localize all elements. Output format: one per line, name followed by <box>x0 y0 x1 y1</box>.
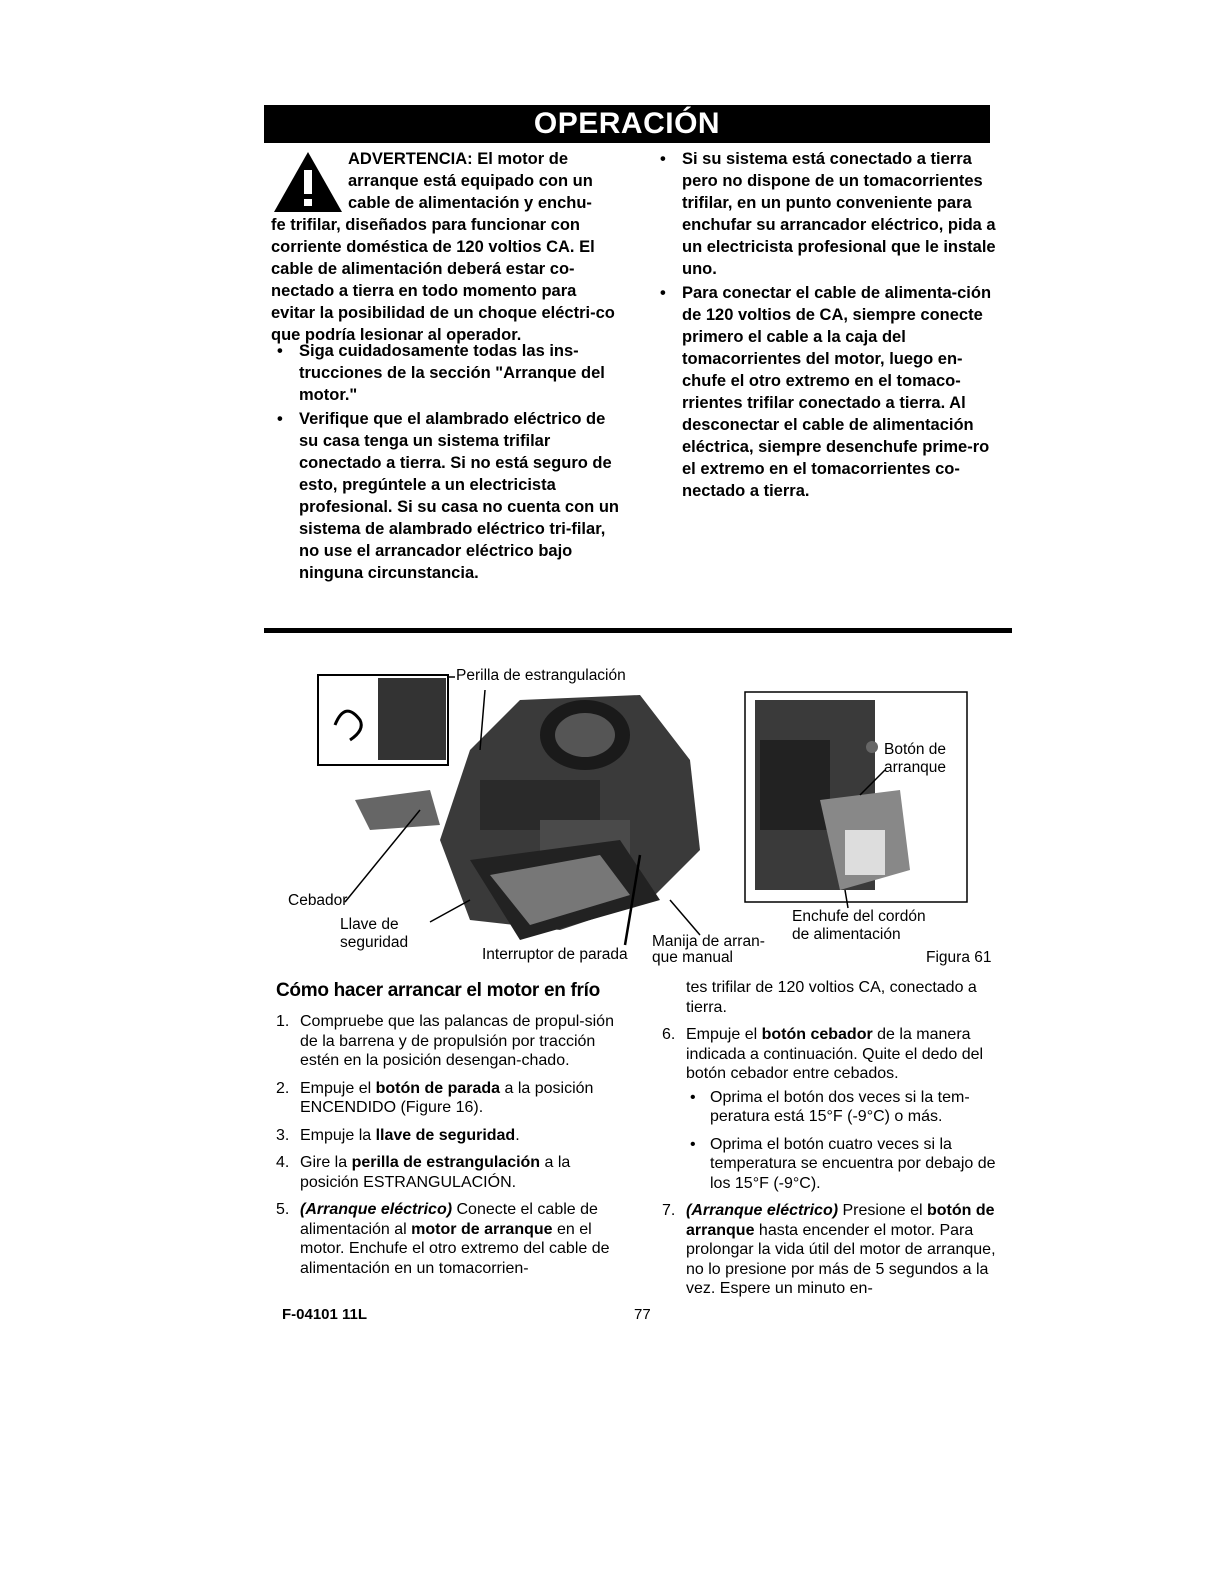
step-continuation: tes trifilar de 120 voltios CA, conectado a tierra. <box>686 979 977 1016</box>
start-button-label-2: arranque <box>884 759 947 776</box>
step-item <box>276 1126 626 1146</box>
step-text: a la posición ESTRANGULACIÓN. <box>300 1154 571 1191</box>
step-text: Presione el <box>838 1202 927 1219</box>
section-title: Cómo hacer arrancar el motor en frío <box>276 980 600 1001</box>
step-text: Gire la <box>300 1154 352 1171</box>
step-text: hasta encender el motor. Para prolongar la vida útil del motor de arranque, no lo presione por más de 5 segundos a la vez. Espere un minuto en- <box>686 1221 996 1297</box>
start-button-label-1: Botón de <box>884 741 947 758</box>
power-cord-label-1: Enchufe del cordón <box>792 908 926 925</box>
warning-text-intro: ADVERTENCIA: El motor de arranque está equipado con un cable de alimentación y enchu- <box>348 150 593 212</box>
steps-list-left <box>276 1012 626 1286</box>
step-emphasis: botón de parada <box>375 1079 501 1097</box>
step-text: Empuje el <box>686 1026 762 1043</box>
list-item: • Para conectar el cable de alimenta-ción de 120 voltios de CA, siempre conecte primero el cable a la caja del tomacorrientes del motor, luego en-chufe el otro extremo en el tomaco-rrientes trifilar conectado a tierra. Al desconectar el cable de alimentación eléctrica, siempre desenchufe prime-ro el extremo en el tomacorrientes co-nectado a tierra. <box>654 282 1004 502</box>
warning-text-body: fe trifilar, diseñados para funcionar con corriente doméstica de 120 voltios CA. El cable de alimentación deberá estar co-nectado a tierra en todo momento para evitar la posibilidad de un choque eléctri-co que podría lesionar al operador. <box>271 216 615 344</box>
step-item <box>662 1201 1012 1299</box>
step-text: en el motor. Enchufe el otro extremo del cable de alimentación en un tomacorrien- <box>300 1220 610 1277</box>
right-bullet-list <box>654 148 1004 504</box>
recoil-handle-label-2: que manual <box>652 949 734 966</box>
step-emphasis: botón cebador <box>761 1026 873 1043</box>
step-item <box>276 1153 626 1192</box>
step-number: 3. <box>276 1126 290 1144</box>
step-item <box>662 1025 1012 1193</box>
step-number: 2. <box>276 1079 290 1097</box>
safety-key-label-2: seguridad <box>340 934 409 951</box>
list-item: • Oprima el botón dos veces si la tem-peratura está 15°F (-9°C) o más. <box>686 1088 1012 1127</box>
step-emphasis: botón de arranque <box>686 1202 995 1239</box>
section-header: OPERACIÓN <box>264 105 990 143</box>
step-text: Empuje la <box>300 1126 376 1144</box>
step-text: Empuje el <box>300 1079 376 1097</box>
step-text: . <box>515 1126 520 1144</box>
power-cord-label-2: de alimentación <box>792 926 901 943</box>
steps-list-right <box>662 978 1012 1307</box>
step-number: 5. <box>276 1201 290 1218</box>
step-number: 6. <box>662 1026 676 1043</box>
primer-label: Cebador <box>288 892 348 909</box>
step-item <box>276 1079 626 1118</box>
step-number: 4. <box>276 1154 290 1171</box>
safety-key-label-1: Llave de <box>340 916 399 933</box>
step-text: de la manera indicada a continuación. Quite el dedo del botón cebador entre cebados. <box>686 1026 984 1082</box>
step-text: Conecte el cable de alimentación al <box>300 1201 598 1238</box>
choke-knob-label: Perilla de estrangulación <box>456 667 626 684</box>
stop-switch-label: Interruptor de parada <box>482 946 628 963</box>
list-item: • Siga cuidadosamente todas las ins-trucciones de la sección "Arranque del motor." <box>271 340 621 406</box>
step-item <box>276 1200 626 1278</box>
engine-figure <box>0 640 1221 980</box>
step-number: 7. <box>662 1202 676 1219</box>
step-emphasis: llave de seguridad <box>375 1126 516 1144</box>
step-item <box>276 1012 626 1071</box>
step-emphasis: motor de arranque <box>411 1220 553 1238</box>
step-sub-list <box>686 1088 1012 1194</box>
left-bullet-list <box>271 340 621 586</box>
step-mode-label: (Arranque eléctrico) <box>686 1202 839 1219</box>
step-mode-label: (Arranque eléctrico) <box>300 1201 453 1218</box>
engine-illustration <box>0 640 1221 980</box>
document-code: F-04101 11L <box>282 1306 368 1323</box>
step-number: 1. <box>276 1013 290 1030</box>
list-item: • Oprima el botón cuatro veces si la temperatura se encuentra por debajo de los 15°F (-9°C). <box>686 1135 1012 1194</box>
warning-triangle-icon <box>272 150 344 214</box>
list-item: • Verifique que el alambrado eléctrico de su casa tenga un sistema trifilar conectado a tierra. Si no está seguro de esto, pregúntele a un electricista profesional. Si su casa no cuenta con un sistema de alambrado eléctrico tri-filar, no use el arrancador eléctrico bajo ninguna circunstancia. <box>271 408 621 584</box>
page-number: 77 <box>634 1306 651 1323</box>
recoil-handle-label-1: Manija de arran- <box>652 933 765 950</box>
step-emphasis: perilla de estrangulación <box>351 1154 541 1171</box>
step-text: a la posición ENCENDIDO (Figure 16). <box>300 1079 594 1116</box>
section-divider <box>264 628 1012 633</box>
step-text: Compruebe que las palancas de propul-sión de la barrena y de propulsión por tracción estén en la posición desengan-chado. <box>300 1013 614 1069</box>
list-item: • Si su sistema está conectado a tierra pero no dispone de un tomacorrientes trifilar, en un punto conveniente para enchufar su arrancador eléctrico, pida a un electricista profesional que le instale uno. <box>654 148 1004 280</box>
figure-number: Figura 61 <box>926 949 992 966</box>
